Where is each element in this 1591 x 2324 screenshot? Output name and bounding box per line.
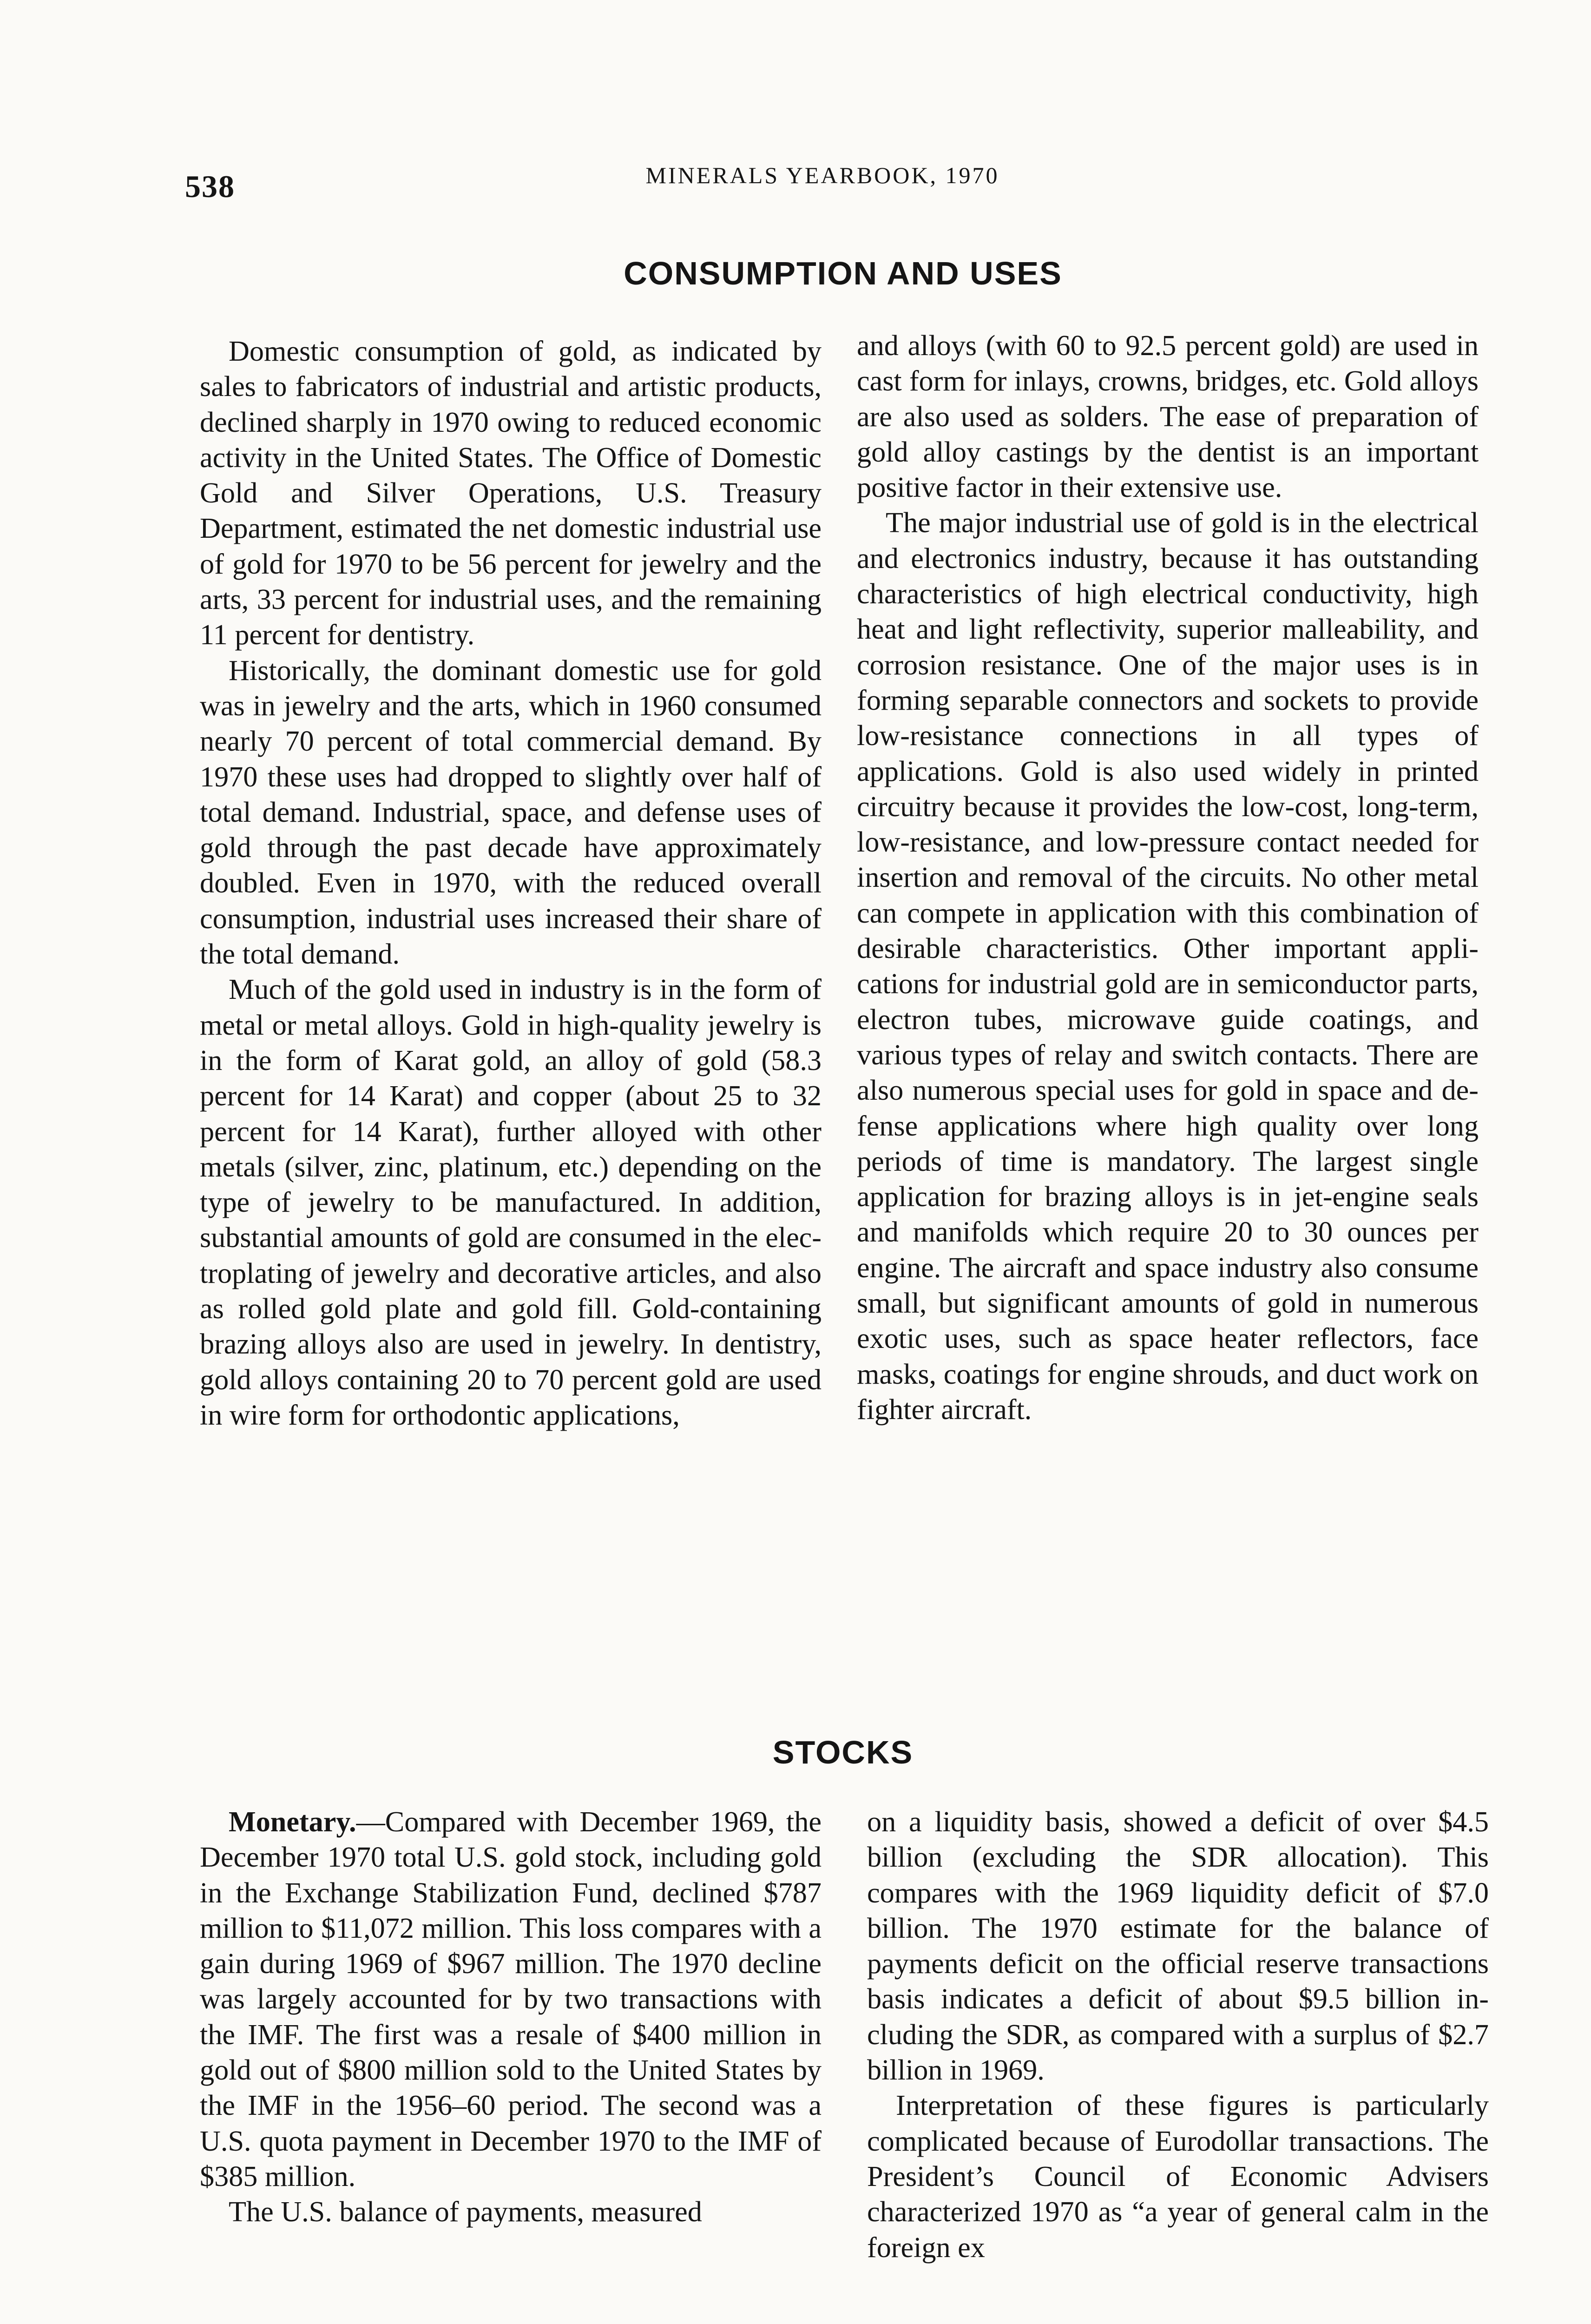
paragraph: Domestic consumption of gold, as indicated by sales to fabricators of industrial and artistic products, declined sharply in 1970 owing to reduced economic activity in the United States. The Office of Domestic Gold and Silver Operations, U.S. Treasury Department, estimated the net domestic industrial use of gold for 1970 to be 56 percent for jewelry and the arts, 33 percent for industrial uses, and the remaining 11 percent for dentistry. (200, 336, 822, 651)
paragraph: The U.S. balance of payments, measured (229, 2196, 702, 2228)
running-head: MINERALS YEARBOOK, 1970 (645, 162, 999, 188)
stocks-left-column (200, 1804, 822, 2230)
paragraph: The major industrial use of gold is in the electrical and electronics industry, because it has outstanding characteristics of high electrical conductivity, high heat and light reflectivity, superior malleability, and corrosion resistance. One of the major uses is in forming separable connectors and sockets to provide low-resistance connections in all types of applications. Gold is also used widely in printed circuitry because it provides the low-cost, long-term, low-resistance, and low-pressure contact needed for insertion and removal of the circuits. No other metal can compete in application with this combination of desirable characteristics. Other important applications for industrial gold are in semiconductor parts, electron tubes, microwave guide coatings, and various types of relay and switch contacts. There are also numerous special uses for gold in space and defense applications where high quality over long periods of time is mandatory. The largest single application for brazing alloys is in jet-engine seals and manifolds which require 20 to 30 ounces per engine. The aircraft and space industry also consume small, but significant amounts of gold in numerous exotic uses, such as space heater reflectors, face masks, coatings for engine shrouds, and duct work on fighter aircraft. (857, 507, 1479, 1426)
consumption-right-column (857, 328, 1479, 1427)
paragraph: Much of the gold used in industry is in the form of metal or metal alloys. Gold in high-quality jewelry is in the form of Karat gold, an alloy of gold (58.3 percent for 14 Karat) and copper (about 25 to 32 percent for 14 Karat), further alloyed with other metals (silver, zinc, platinum, etc.) depending on the type of jewelry to be manufactured. In addition, substantial amounts of gold are consumed in the electroplating of jewelry and decorative articles, and also as rolled gold plate and gold fill. Gold-containing brazing alloys also are used in jewelry. In dentistry, gold alloys containing 20 to 70 percent gold are used in wire form for orthodontic applications, (200, 974, 822, 1431)
paragraph-continued: and alloys (with 60 to 92.5 percent gold) are used in cast form for inlays, crowns, bridges, etc. Gold alloys are also used as solders. The ease of preparation of gold alloy castings by the dentist is an important positive factor in their extensive use. (857, 330, 1479, 504)
paragraph (200, 1804, 822, 2194)
paragraph: Interpretation of these figures is particularly complicated because of Eurodollar transactions. The President’s Council of Economic Advisers characterized 1970 as “a year of general calm in the foreign ex (867, 2090, 1489, 2264)
page-number: 538 (185, 169, 235, 204)
run-in-heading-monetary: Monetary. (229, 1806, 356, 1838)
section-heading-stocks: STOCKS (772, 1734, 914, 1770)
paragraph-continued: on a liquidity basis, showed a deficit of over $4.5 billion (excluding the SDR allocation). This compares with the 1969 liquidity deficit of $7.0 billion. The 1970 estimate for the balance of payments deficit on the official reserve transactions basis indicates a deficit of about $9.5 billion including the SDR, as compared with a surplus of $2.7 billion in 1969. (867, 1806, 1489, 2086)
paragraph: Historically, the dominant domestic use for gold was in jewelry and the arts, which in 1960 consumed nearly 70 percent of total commercial demand. By 1970 these uses had dropped to slightly over half of total demand. Industrial, space, and defense uses of gold through the past decade have approximately doubled. Even in 1970, with the reduced overall consumption, industrial uses increased their share of the total demand. (200, 654, 822, 971)
consumption-left-column (200, 334, 822, 1433)
stocks-right-column (867, 1804, 1489, 2265)
paragraph-text: —Compared with December 1969, the December 1970 total U.S. gold stock, including gold in the Exchange Stabilization Fund, declined $787 million to $11,072 million. This loss compares with a gain during 1969 of $967 million. The 1970 decline was largely accounted for by two transactions with the IMF. The first was a resale of $400 million in gold out of $800 million sold to the United States by the IMF in the 1956–60 period. The second was a U.S. quota payment in December 1970 to the IMF of $385 million. (200, 1806, 822, 2192)
section-heading-consumption: CONSUMPTION AND USES (624, 255, 1062, 291)
